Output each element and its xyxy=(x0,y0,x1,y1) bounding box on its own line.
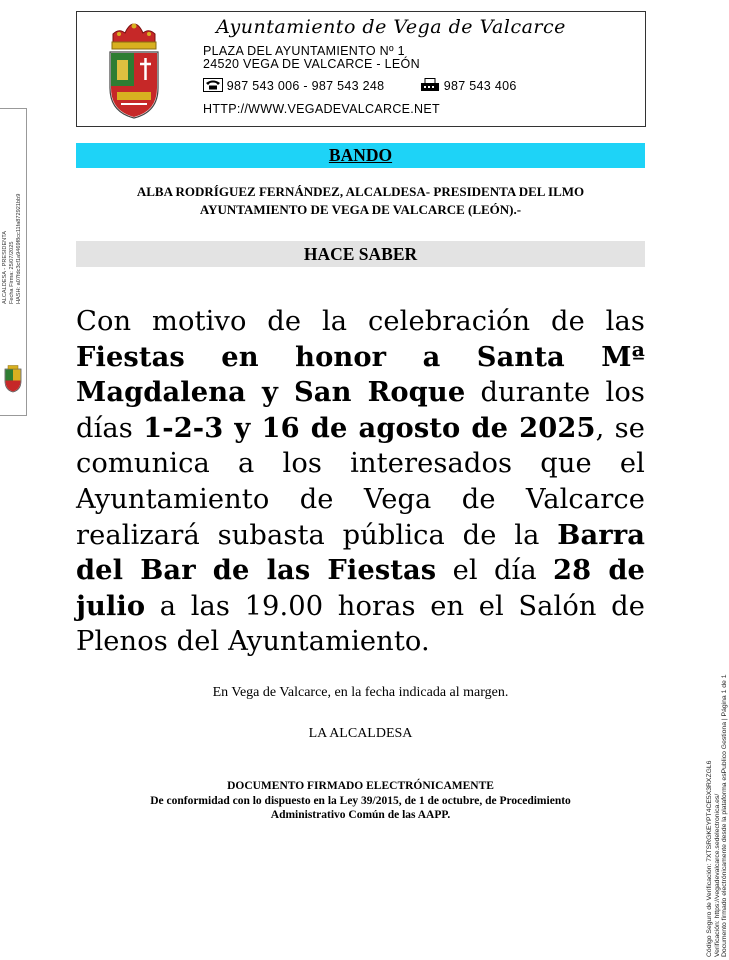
verification-platform: Documento firmado electrónicamente desde la plataforma esPublico Gestiona | Página 1 de 1 xyxy=(721,674,728,957)
signature-note-line-3: Administrativo Común de las AAPP. xyxy=(270,809,451,821)
mayor-line-1: ALBA RODRÍGUEZ FERNÁNDEZ, ALCALDESA- PRESIDENTA DEL ILMO xyxy=(136,184,585,199)
letterhead xyxy=(76,11,646,127)
fax-icon xyxy=(420,78,440,92)
closing-line: En Vega de Valcarce, en la fecha indicada al margen. xyxy=(212,685,509,700)
signature-stamp-text xyxy=(2,194,23,304)
stamp-line-role: ALCALDESA - PRESIDENTA xyxy=(2,231,8,304)
verification-url[interactable]: Verificación: https://vegadevalcarce.sedelectronica.es/ xyxy=(713,793,721,957)
body-bold-festival: Fiestas en honor a Santa Mª Magdalena y San Roque xyxy=(76,340,645,409)
subheading: HACE SABER xyxy=(303,244,418,264)
body-bold-bar: Barra del Bar de las Fiestas xyxy=(76,518,645,587)
announcement-body xyxy=(76,304,645,660)
signer-title: LA ALCALDESA xyxy=(308,726,413,741)
signature-note-line-2: De conformidad con lo dispuesto en la Ley 39/2015, de 1 de octubre, de Procedimiento xyxy=(150,794,571,807)
body-bold-auction-date: 28 de julio xyxy=(76,554,645,622)
telephone-icon xyxy=(203,78,223,92)
signature-note-line-1: DOCUMENTO FIRMADO ELECTRÓNICAMENTE xyxy=(227,780,494,792)
crest-small-icon xyxy=(3,365,23,393)
signature-stamp xyxy=(0,108,27,416)
verification-code: Código Seguro de Verificación: 7XTSRGKEYPT4CE5X3RXZGL6 xyxy=(706,760,713,957)
address-line-2: 24520 VEGA DE VALCARCE - LEÓN xyxy=(203,57,420,71)
body-bold-dates: 1-2-3 y 16 de agosto de 2025 xyxy=(143,411,596,444)
body-text-3: , se comunica a los interesados que el Ayuntamiento de Vega de Valcarce realizará subasta pública de la xyxy=(76,412,645,551)
body-text-4: el día xyxy=(436,555,554,587)
electronic-signature-note xyxy=(70,779,651,823)
body-text-2: durante los días xyxy=(76,377,645,444)
phone-numbers: 987 543 006 - 987 543 248 xyxy=(226,79,385,93)
website-link[interactable]: HTTP://WWW.VEGADEVALCARCE.NET xyxy=(203,102,440,116)
heading-band xyxy=(76,143,645,168)
body-text-5: a las 19.00 horas en el Salón de Plenos del Ayuntamiento. xyxy=(76,590,645,658)
fax-number: 987 543 406 xyxy=(443,79,517,93)
stamp-line-date: Fecha Firma: 25/07/2025 xyxy=(9,241,15,304)
stamp-line-hash: HASH: a07fdc3cf1a9469f8cc11fa872921bb9 xyxy=(16,193,22,304)
document-heading: BANDO xyxy=(328,145,393,165)
address-line-1: PLAZA DEL AYUNTAMIENTO Nº 1 xyxy=(203,44,405,58)
letterhead-title: Ayuntamiento de Vega de Valcarce xyxy=(216,16,566,38)
mayor-declaration xyxy=(76,183,645,219)
body-text-1: Con motivo de la celebración de las xyxy=(76,306,645,337)
verification-margin xyxy=(706,675,729,958)
contact-line xyxy=(203,78,517,93)
mayor-line-2: AYUNTAMIENTO DE VEGA DE VALCARCE (LEÓN).- xyxy=(199,202,522,217)
subheading-band xyxy=(76,241,645,267)
